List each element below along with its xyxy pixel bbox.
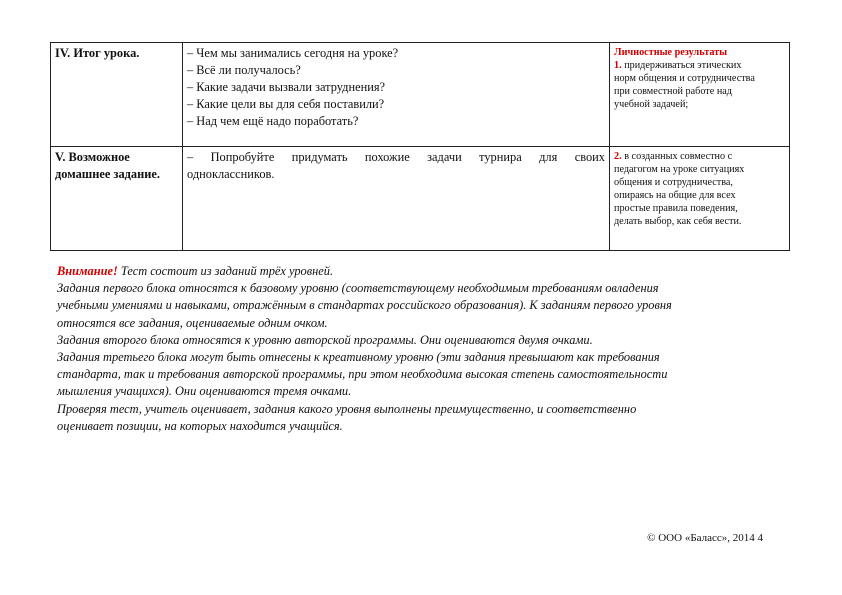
note-line: оценивает позиции, на которых находится учащийся. [57, 418, 343, 433]
results-text: педагогом на уроке ситуациях [614, 164, 745, 175]
table-row [51, 147, 790, 251]
activity-line: одноклассников. [187, 167, 275, 181]
stage-cell [51, 43, 183, 147]
table-row [51, 43, 790, 147]
note-line: стандарта, так и требования авторской программы, при этом необходима высокая степень самостоятельности [57, 367, 668, 382]
results-text: в созданных совместно с [624, 151, 733, 162]
note-first-line [57, 263, 777, 280]
note-line: относятся все задания, оцениваемые одним очком. [57, 315, 328, 330]
note-text: Тест состоит из заданий трёх уровней. [117, 264, 334, 278]
activity-line: – Чем мы занимались сегодня на уроке? [187, 46, 399, 60]
results-text: общения и сотрудничества, [614, 177, 733, 188]
test-note [57, 263, 777, 435]
results-text: простые правила поведения, [614, 203, 738, 214]
stage-label: домашнее задание. [55, 167, 160, 181]
results-heading: Личностные результаты [614, 47, 728, 58]
note-line: мышления учащихся). Они оцениваются тремя очками. [57, 384, 352, 399]
activity-cell [183, 147, 610, 251]
copyright-footer: © ООО «Баласс», 2014 4 [647, 532, 763, 544]
activity-line: – Над чем ещё надо поработать? [187, 114, 359, 128]
results-number: 1. [614, 60, 622, 71]
results-text: придерживаться этических [624, 60, 742, 71]
results-text: учебной задачей; [614, 99, 689, 110]
stage-label: IV. Итог урока. [55, 46, 140, 60]
activity-line: – Какие задачи вызвали затруднения? [187, 80, 386, 94]
results-item [614, 150, 785, 163]
note-line: Задания первого блока относятся к базовому уровню (соответствующему необходимым требованиям овладения [57, 281, 659, 296]
note-line: Задания второго блока относятся к уровню авторской программы. Они оцениваются двумя очками. [57, 332, 593, 347]
activity-line: – Всё ли получалось? [187, 63, 301, 77]
results-number: 2. [614, 151, 622, 162]
attention-label: Внимание! [57, 264, 118, 278]
lesson-plan-table [50, 42, 790, 251]
activity-line: – Какие цели вы для себя поставили? [187, 97, 385, 111]
stage-cell [51, 147, 183, 251]
stage-label: V. Возможное [55, 150, 130, 164]
results-text: норм общения и сотрудничества [614, 73, 755, 84]
activity-cell [183, 43, 610, 147]
results-cell [610, 43, 790, 147]
results-cell [610, 147, 790, 251]
note-line: Проверяя тест, учитель оценивает, задания какого уровня выполнены преимущественно, и соответственно [57, 401, 637, 416]
results-text: при совместной работе над [614, 86, 732, 97]
activity-line: – Попробуйте придумать похожие задачи турнира для своих [187, 150, 605, 164]
results-item [614, 59, 785, 72]
results-text: делать выбор, как себя вести. [614, 216, 742, 227]
note-line: учебными умениями и навыками, отражённым в стандартах российского образования). К заданиям первого уровня [57, 298, 672, 313]
results-text: опираясь на общие для всех [614, 190, 736, 201]
note-line: Задания третьего блока могут быть отнесены к креативному уровню (эти задания превышают как требования [57, 350, 660, 365]
